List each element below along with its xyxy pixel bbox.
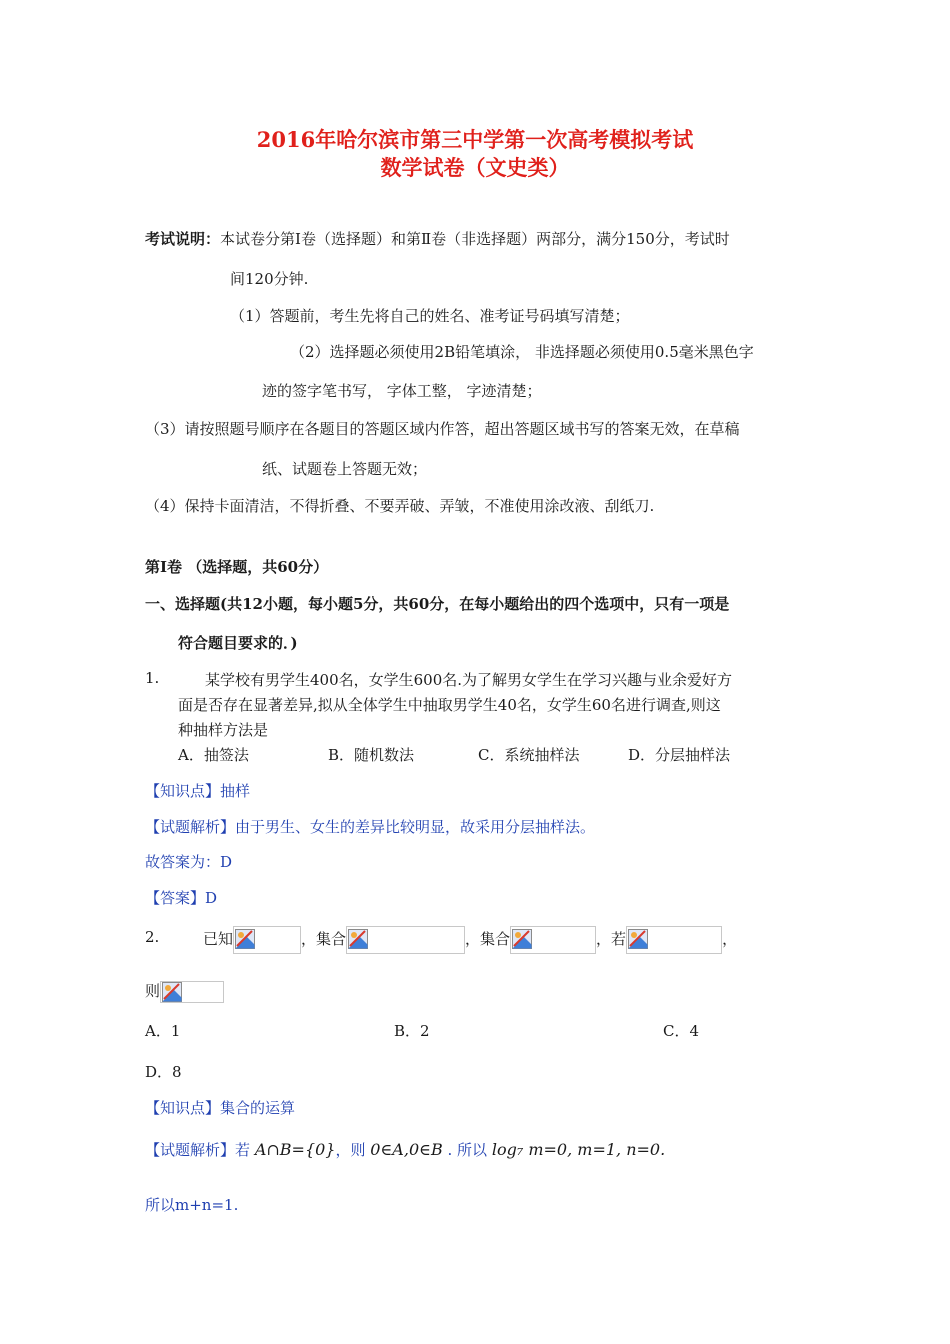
instruction-item-3a: （3）请按照题号顺序在各题目的答题区域内作答，超出答题区域书写的答案无效，在草稿 [145,420,740,438]
q1-option-c: C．系统抽样法 [478,746,580,764]
instructions-text: 本试卷分第Ⅰ卷（选择题）和第Ⅱ卷（非选择题）两部分，满分150分，考试时 [220,230,730,248]
q2-math-membership: 0∈A,0∈B [370,1140,443,1159]
q2-stem-line2 [145,976,224,1006]
q2-text-then: 则 [145,982,161,1000]
q2-stem-line1 [203,922,737,958]
q2-analysis-so: . 所以 [447,1141,488,1159]
q2-option-b: B．2 [394,1022,430,1040]
q2-conclusion: 所以m+n=1. [145,1196,239,1214]
q2-text-set1: ，集合 [301,930,347,948]
instruction-item-3b: 纸、试题卷上答题无效； [262,460,428,478]
q1-number: 1. [145,669,160,687]
q1-kp-value: 抽样 [220,782,251,800]
instructions-line2: 间120分钟. [230,270,309,288]
section-heading-a: 一、选择题(共12小题，每小题5分，共60分，在每小题给出的四个选项中，只有一项是 [145,595,730,613]
q2-option-d: D．8 [145,1063,182,1081]
q1-answer-line: 故答案为：D [145,853,233,871]
part1-heading: 第Ⅰ卷 （选择题，共60分） [145,558,329,576]
instruction-item-2a: （2）选择题必须使用2B铅笔填涂， 非选择题必须使用0.5毫米黑色字 [290,343,754,361]
broken-image-icon [235,929,255,949]
q1-kp-label: 【知识点】 [145,782,221,800]
q1-answer-label: 【答案】 [145,889,206,907]
q2-math-log: log₇ m=0, m=1, n=0. [491,1140,666,1159]
q2-text-comma: ， [722,930,738,948]
q2-formula-image-5 [160,981,224,1003]
q2-kp-label: 【知识点】 [145,1099,221,1117]
q2-text-if: ，若 [596,930,627,948]
q2-text-set2: ，集合 [465,930,511,948]
q2-option-c: C．4 [663,1022,700,1040]
q2-analysis [145,1135,665,1165]
q1-answer-value: D [205,889,218,907]
q2-text-given: 已知 [203,930,234,948]
q2-number: 2. [145,928,160,946]
exam-title: 2016年哈尔滨市第三中学第一次高考模拟考试 [256,127,694,152]
q1-stem-line1: 某学校有男学生400名，女学生600名.为了解男女学生在学习兴趣与业余爱好方 [205,671,733,689]
q2-knowledge-point [145,1097,295,1118]
q2-analysis-if: 若 [235,1141,251,1159]
q2-kp-value: 集合的运算 [220,1099,296,1117]
q2-formula-image-1 [233,926,301,954]
q2-formula-image-3 [510,926,596,954]
q1-knowledge-point [145,780,250,801]
q1-option-a: A．抽签法 [178,746,249,764]
instruction-item-2b: 迹的签字笔书写， 字体工整， 字迹清楚； [262,382,542,400]
q1-answer [145,887,217,908]
instruction-item-1: （1）答题前，考生先将自己的姓名、准考证号码填写清楚； [230,307,630,325]
q2-formula-image-4 [626,926,722,954]
q2-analysis-label: 【试题解析】 [145,1141,236,1159]
q2-formula-image-2 [346,926,465,954]
q1-analysis [145,816,595,837]
broken-image-icon [512,929,532,949]
q1-stem-line3: 种抽样方法是 [178,721,269,739]
q2-math-intersection: A∩B={0} [254,1140,336,1159]
q1-analysis-text: 由于男生、女生的差异比较明显，故采用分层抽样法。 [235,818,596,836]
q1-stem-line2: 面是否存在显著差异,拟从全体学生中抽取男学生40名，女学生60名进行调查,则这 [178,696,721,714]
section-heading-b: 符合题目要求的．) [178,634,298,652]
q1-option-d: D．分层抽样法 [628,746,731,764]
instructions-line1 [145,228,730,249]
exam-subtitle: 数学试卷（文史类） [380,155,570,180]
q2-analysis-then: ，则 [335,1141,366,1159]
q1-analysis-label: 【试题解析】 [145,818,236,836]
broken-image-icon [162,982,182,1002]
instruction-item-4: （4）保持卡面清洁，不得折叠、不要弄破、弄皱，不准使用涂改液、刮纸刀. [145,497,655,515]
q1-option-b: B．随机数法 [328,746,415,764]
broken-image-icon [348,929,368,949]
q2-option-a: A．1 [145,1022,181,1040]
instructions-label: 考试说明： [145,230,221,248]
broken-image-icon [628,929,648,949]
